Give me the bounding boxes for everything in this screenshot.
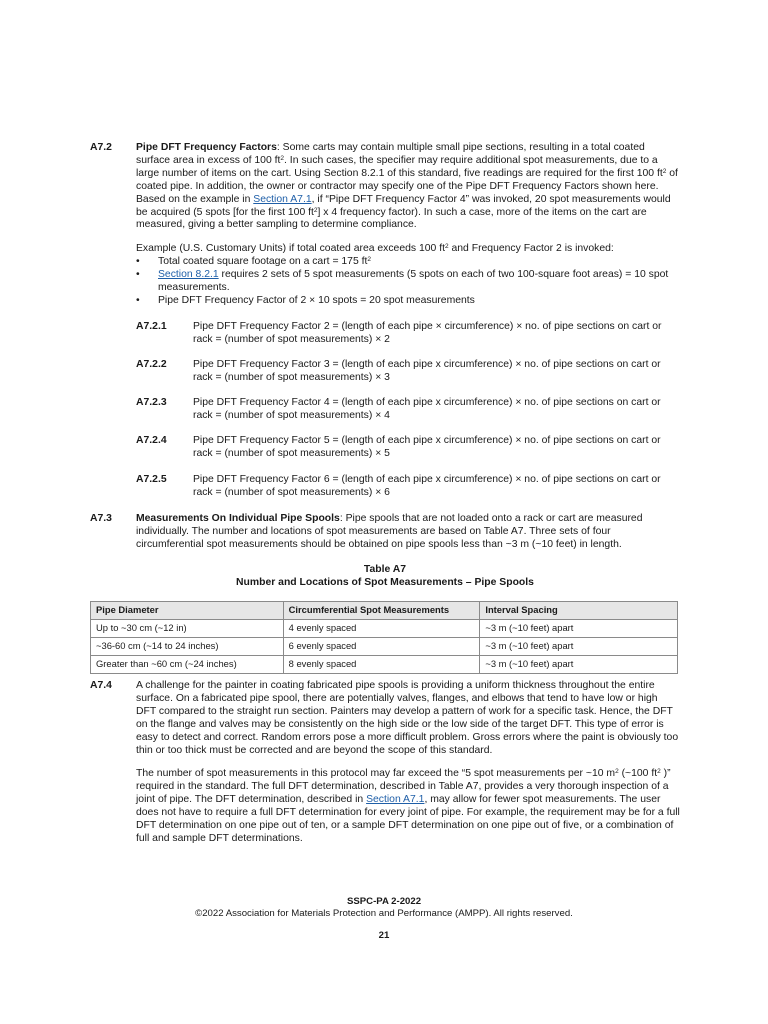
footer-standard-title: SSPC-PA 2-2022 xyxy=(346,896,422,907)
section-a7-1-link[interactable]: Section A7.1 xyxy=(253,193,312,205)
section-paragraph: The number of spot measurements in this protocol may far exceed the “5 spot measurements per ~10 $m^2$ (~100 $ft^2$ )” required in the standard. The full DFT determination, described in Table A7, provides a very thorough inspection of a joint of pipe. The DFT determination, described in Section A7.1, may allow for fewer spot measurements. The user does not have to require a full DFT determination for every joint of pipe. For example, the requirement may be for a full DFT determination on one pipe out of ten, or a sample DFT determination on one pipe out of five, or a combination of full and sample DFT determinations. xyxy=(136,768,680,844)
subsection-a7-2-1 xyxy=(136,321,680,347)
subsection-text: Pipe DFT Frequency Factor 2 = (length of each pipe × circumference) × no. of pipe sections on cart or rack = (number of spot measurements) × 2 xyxy=(193,321,662,345)
page-number: 21 xyxy=(378,930,390,941)
table-cell: 4 evenly spaced xyxy=(283,619,480,637)
subsection-a7-2-4 xyxy=(136,435,680,461)
column-header: Interval Spacing xyxy=(480,602,678,620)
table-cell: ~3 m (~10 feet) apart xyxy=(480,655,678,673)
list-item: • Section 8.2.1 requires 2 sets of 5 spot measurements (5 spots on each of two 100-square foot areas) = 10 spot measurements. xyxy=(136,269,680,295)
subsection-number: A7.2.4 xyxy=(136,435,167,446)
subsection-number: A7.2.3 xyxy=(136,397,167,408)
section-body xyxy=(136,142,680,308)
subsection-a7-2-2 xyxy=(136,359,680,385)
table-cell: ~3 m (~10 feet) apart xyxy=(480,619,678,637)
column-header: Pipe Diameter xyxy=(91,602,284,620)
subsection-number: A7.2.2 xyxy=(136,359,167,370)
section-a7-2 xyxy=(90,142,680,308)
section-paragraph: Measurements On Individual Pipe Spools: Pipe spools that are not loaded onto a rack or cart are measured individually. The number and locations of spot measurements are based on Table A7. Three sets of four circumferential spot measurements should be obtained on pipe spools less than ~3 m (~10 feet) in length. xyxy=(136,513,643,550)
subsection-text: Pipe DFT Frequency Factor 5 = (length of each pipe x circumference) × no. of pipe sections on cart or rack = (number of spot measurements) × 5 xyxy=(193,435,661,459)
table-cell: ~3 m (~10 feet) apart xyxy=(480,637,678,655)
table-cell: 6 evenly spaced xyxy=(283,637,480,655)
list-item: • Total coated square footage on a cart = 175 $ft^2$ xyxy=(136,256,680,269)
section-body xyxy=(136,513,680,552)
section-a7-1-link[interactable]: Section A7.1 xyxy=(366,794,425,806)
table-title: Number and Locations of Spot Measurements – Pipe Spools xyxy=(236,577,534,588)
section-body xyxy=(136,680,680,846)
table-row xyxy=(91,655,678,673)
footer-copyright: ©2022 Association for Materials Protection and Performance (AMPP). All rights reserved. xyxy=(195,908,573,919)
table-row xyxy=(91,619,678,637)
spot-measurements-table xyxy=(90,601,678,674)
section-number: A7.3 xyxy=(90,513,112,524)
example-line: Example (U.S. Customary Units) if total coated area exceeds 100 $ft^2$ and Frequency Factor 2 is invoked: xyxy=(136,243,614,255)
column-header: Circumferential Spot Measurements xyxy=(283,602,480,620)
example-bullet-list xyxy=(136,256,680,308)
list-item: • Pipe DFT Frequency Factor of 2 × 10 spots = 20 spot measurements xyxy=(136,295,680,308)
table-header-row xyxy=(91,602,678,620)
section-heading: Pipe DFT Frequency Factors xyxy=(136,142,277,153)
table-row xyxy=(91,637,678,655)
table-cell: Up to ~30 cm (~12 in) xyxy=(91,619,284,637)
section-a7-4 xyxy=(90,680,680,846)
subsection-text: Pipe DFT Frequency Factor 3 = (length of each pipe x circumference) × no. of pipe sections on cart or rack = (number of spot measurements) × 3 xyxy=(193,359,661,383)
subsection-number: A7.2.5 xyxy=(136,474,167,485)
subsection-a7-2-3 xyxy=(136,397,680,423)
section-paragraph: A challenge for the painter in coating fabricated pipe spools is providing a uniform thickness throughout the entire surface. On a fabricated pipe spool, there are potentially valves, flanges, and elbows that tend to have low or high DFT compared to the straight run section. Painters may develop a pattern of work for a specific task. Hence, the DFT on the flange and valves may be consistently on the high side or the low side of the target DFT. This type of error is easy to detect and correct. Random errors pose a more difficult problem. Gross errors where the paint is obviously too thin or too thick must be corrected and are beyond the scope of this standard. xyxy=(136,680,679,756)
section-number: A7.4 xyxy=(90,680,112,691)
table-number: Table A7 xyxy=(363,564,407,575)
section-number: A7.2 xyxy=(90,142,112,153)
subsection-a7-2-5 xyxy=(136,474,680,500)
section-paragraph: Pipe DFT Frequency Factors: Some carts may contain multiple small pipe sections, resulting in a total coated surface area in excess of 100 $ft^2$. In such cases, the specifier may require additional spot measurements, due to a large number of items on the cart. Using Section 8.2.1 of this standard, five readings are required for the first 100 $ft^2$ of coated pipe. In addition, the owner or contractor may specify one of the Pipe DFT Frequency Factors shown here. Based on the example in Section A7.1, if “Pipe DFT Frequency Factor 4” was invoked, 20 spot measurements would be acquired (5 spots [for the first 100 $ft^2$] x 4 frequency factor). In such a case, more of the items on the cart are measured, giving a better sampling to determine compliance. xyxy=(136,142,678,231)
section-8-2-1-link[interactable]: Section 8.2.1 xyxy=(158,269,219,281)
subsection-number: A7.2.1 xyxy=(136,321,167,332)
table-cell: Greater than ~60 cm (~24 inches) xyxy=(91,655,284,673)
table-cell: ~36-60 cm (~14 to 24 inches) xyxy=(91,637,284,655)
subsection-text: Pipe DFT Frequency Factor 4 = (length of each pipe x circumference) × no. of pipe sections on cart or rack = (number of spot measurements) × 4 xyxy=(193,397,661,421)
table-cell: 8 evenly spaced xyxy=(283,655,480,673)
subsection-text: Pipe DFT Frequency Factor 6 = (length of each pipe x circumference) × no. of pipe sections on cart or rack = (number of spot measurements) × 6 xyxy=(193,474,661,498)
section-heading: Measurements On Individual Pipe Spools xyxy=(136,513,340,524)
section-a7-3 xyxy=(90,513,680,552)
